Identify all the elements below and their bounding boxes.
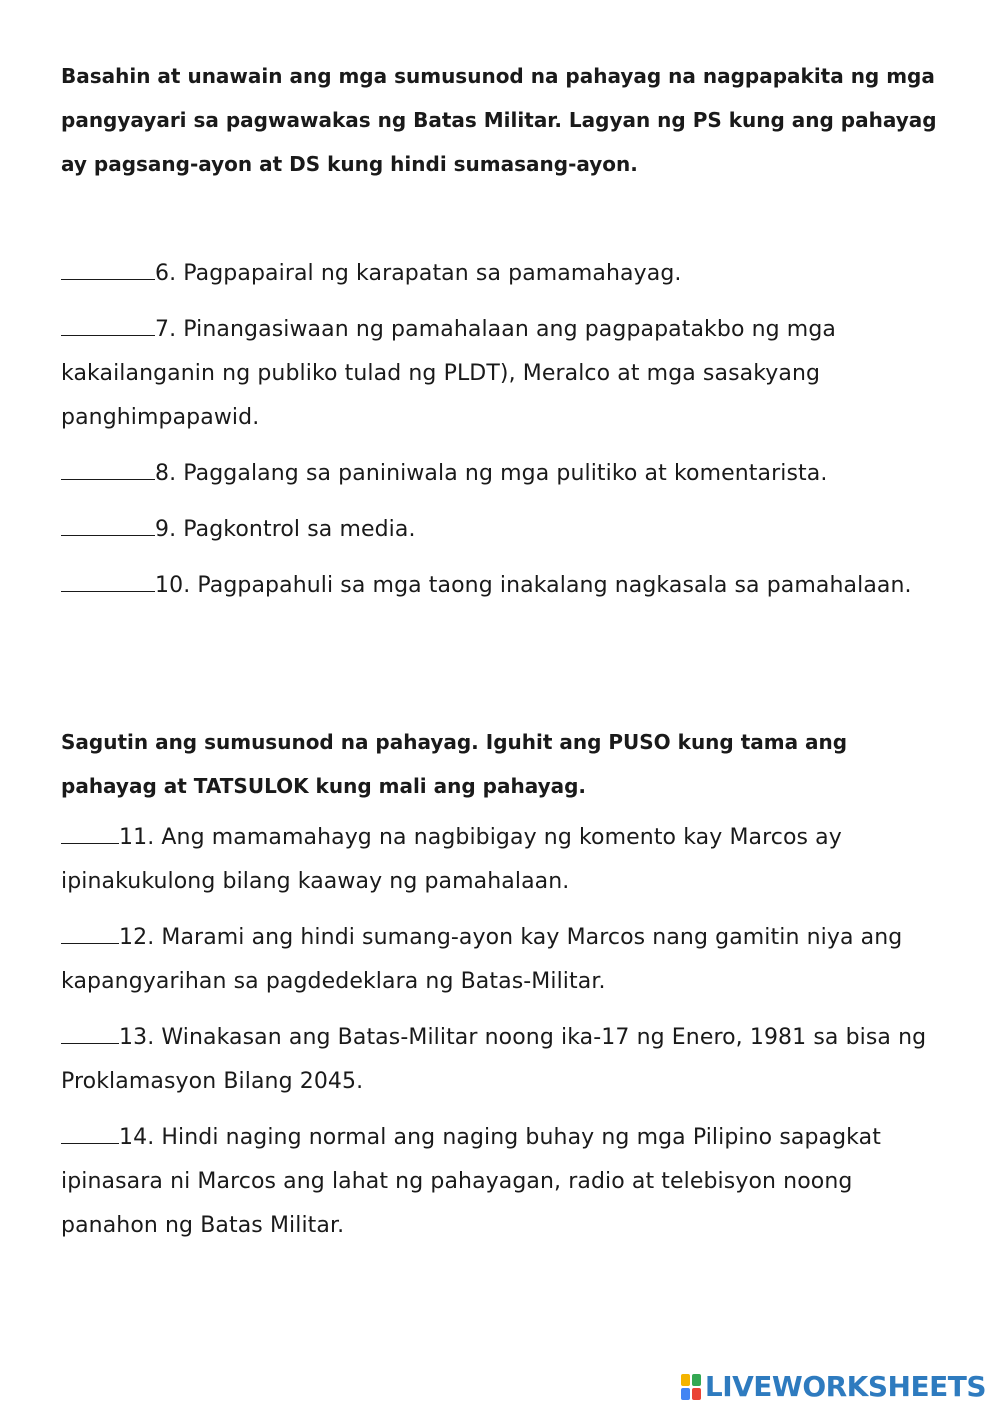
instruction-part-2: Sagutin ang sumusunod na pahayag. Iguhit ang PUSO kung tama ang pahayag at TATSULOK kung mali ang pahayag. bbox=[61, 730, 848, 798]
answer-blank[interactable] bbox=[61, 571, 155, 592]
list-item bbox=[61, 508, 941, 552]
answer-blank[interactable] bbox=[61, 515, 155, 536]
item-text: 14. Hindi naging normal ang naging buhay ng mga Pilipino sapagkat ipinasara ni Marcos ang lahat ng pahayagan, radio at telebisyon noong panahon ng Batas Militar. bbox=[61, 1125, 881, 1238]
liveworksheets-logo bbox=[681, 1370, 986, 1403]
list-item bbox=[61, 1016, 941, 1104]
instruction-part-1: Basahin at unawain ang mga sumusunod na pahayag na nagpapakita ng mga pangyayari sa pagwawakas ng Batas Militar. Lagyan ng PS kung ang pahayag ay pagsang-ayon at DS kung hindi sumasang-ayon. bbox=[61, 64, 937, 176]
answer-list-2 bbox=[61, 816, 941, 1248]
list-item bbox=[61, 252, 941, 296]
answer-blank[interactable] bbox=[61, 1123, 119, 1144]
item-text: 10. Pagpapahuli sa mga taong inakalang nagkasala sa pamahalaan. bbox=[155, 573, 912, 598]
answer-blank[interactable] bbox=[61, 823, 119, 844]
item-text: 8. Paggalang sa paniniwala ng mga pulitiko at komentarista. bbox=[155, 461, 828, 486]
list-item bbox=[61, 308, 941, 440]
answer-blank[interactable] bbox=[61, 315, 155, 336]
answer-blank[interactable] bbox=[61, 259, 155, 280]
item-text: 12. Marami ang hindi sumang-ayon kay Marcos nang gamitin niya ang kapangyarihan sa pagdedeklara ng Batas-Militar. bbox=[61, 925, 903, 994]
answer-blank[interactable] bbox=[61, 923, 119, 944]
list-item bbox=[61, 564, 941, 608]
item-text: 11. Ang mamamahayg na nagbibigay ng komento kay Marcos ay ipinakukulong bilang kaaway ng pamahalaan. bbox=[61, 825, 842, 894]
list-item bbox=[61, 1116, 941, 1248]
item-text: 7. Pinangasiwaan ng pamahalaan ang pagpapatakbo ng mga kakailanganin ng publiko tulad ng PLDT), Meralco at mga sasakyang panghimpapawid. bbox=[61, 317, 836, 430]
item-text: 6. Pagpapairal ng karapatan sa pamamahayag. bbox=[155, 261, 682, 286]
answer-list-1 bbox=[61, 252, 941, 608]
list-item bbox=[61, 452, 941, 496]
answer-blank[interactable] bbox=[61, 1023, 119, 1044]
list-item bbox=[61, 816, 941, 904]
logo-mark-icon bbox=[681, 1374, 701, 1400]
logo-text: LIVEWORKSHEETS bbox=[704, 1370, 986, 1403]
item-text: 13. Winakasan ang Batas-Militar noong ika-17 ng Enero, 1981 sa bisa ng Proklamasyon Bilang 2045. bbox=[61, 1025, 927, 1094]
answer-blank[interactable] bbox=[61, 459, 155, 480]
item-text: 9. Pagkontrol sa media. bbox=[155, 517, 416, 542]
list-item bbox=[61, 916, 941, 1004]
worksheet bbox=[61, 54, 941, 1260]
